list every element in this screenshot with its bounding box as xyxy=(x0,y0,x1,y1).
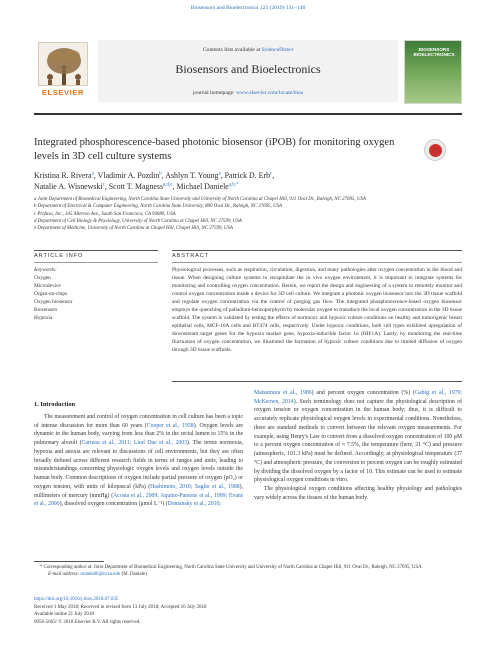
author-line-2 xyxy=(34,181,462,192)
email-label: E-mail address: xyxy=(48,572,81,578)
journal-homepage-link[interactable]: www.elsevier.com/locate/bios xyxy=(236,90,304,96)
article-title: Integrated phosphorescence-based photonic biosensor (iPOB) for monitoring oxygen levels in 3D cell culture systems xyxy=(34,137,395,162)
article-info-rule xyxy=(34,262,158,263)
body-paragraph xyxy=(254,389,462,485)
body-paragraph xyxy=(34,413,243,509)
body-text: ), dissolved oxygen concentration (μmol L⁻¹) ( xyxy=(59,501,168,508)
abstract-bottom-rule xyxy=(172,381,462,382)
doi-link[interactable]: https://doi.org/10.1016/j.bios.2018.07.035 xyxy=(34,597,119,602)
email-link[interactable]: mdaniel6@ncsu.edu xyxy=(80,572,121,578)
publisher-logo[interactable] xyxy=(34,40,92,104)
keyword-item: Oxygen biosensor xyxy=(34,298,73,305)
affiliation-item: b Department of Electrical & Computer Engineering, North Carolina State University, 890 Oval Dr., Raleigh, NC 27695, USA xyxy=(34,204,282,210)
email-suffix: (M. Daniele). xyxy=(120,572,149,578)
journal-cover-image[interactable] xyxy=(404,40,462,104)
publisher-name: ELSEVIER xyxy=(41,88,85,97)
affiliation-marker[interactable]: a xyxy=(91,171,94,177)
citation-link[interactable]: Gabig et al., 1979; McKeown, 2014 xyxy=(254,390,462,405)
keyword-item: Oxygen xyxy=(34,274,51,281)
author-name[interactable]: , Patrick D. Erb xyxy=(220,171,271,180)
journal-info-box xyxy=(98,40,398,102)
citation-link[interactable]: Matsumura et al., 1986 xyxy=(254,390,312,396)
affiliation-marker[interactable]: a,d,e xyxy=(163,182,173,188)
homepage-prefix: journal homepage: xyxy=(192,90,237,96)
affiliation-item: d Department of Cell Biology & Physiology, University of North Carolina at Chapel Hill, NC 27599, USA xyxy=(34,219,242,225)
keyword-item: Biosensors xyxy=(34,306,58,313)
citation-link[interactable]: Carreau et al., 2011; Lind Due et al., 2003 xyxy=(81,440,188,447)
available-online: Available online 21 July 2018 xyxy=(34,612,94,617)
author-name[interactable]: , Michael Daniele xyxy=(172,182,229,192)
author-line-1 xyxy=(34,170,462,181)
affiliations xyxy=(34,196,462,233)
abstract-top-rule xyxy=(172,250,462,251)
email-note xyxy=(34,571,462,578)
citation-link[interactable]: Cooper et al., 1958 xyxy=(146,422,194,429)
received-dates: Received 1 May 2018; Received in revised form 13 July 2018; Accepted 16 July 2018 xyxy=(34,604,207,610)
body-paragraph: The physiological oxygen conditions affecting healthy physiology and pathologies vary widely across the tissues of the human body. xyxy=(254,486,462,501)
author-separator: , xyxy=(272,171,275,180)
tree-emblem-icon xyxy=(38,42,88,86)
body-column-right xyxy=(254,389,462,503)
author-name[interactable]: Natalie A. Wisnewski xyxy=(34,182,103,192)
affiliation-marker[interactable]: c xyxy=(270,171,273,177)
running-head[interactable]: Biosensors and Bioelectronics 123 (2019) 131–140 xyxy=(190,5,306,11)
body-text: The measurement and control of oxygen concentration in cell culture has been a topic of intense discussion for more than 60 years ( xyxy=(34,414,243,429)
keyword-item: Organ-on-chips xyxy=(34,290,68,297)
body-column-left xyxy=(34,413,243,509)
corresponding-author-note: * Corresponding author at: Joint Department of Biomedical Engineering, North Carolina State University and University of North Carolina at Chapel Hill, 911 Oval Dr., Raleigh, NC 27695, USA. xyxy=(40,565,423,570)
affiliation-item: a Joint Department of Biomedical Engineering, North Carolina State University and University of North Carolina at Chapel Hill, 911 Oval Dr., Raleigh, NC 27695, USA xyxy=(34,197,366,202)
abstract-rule xyxy=(172,262,462,263)
body-text: ). The terms normoxia, hypoxia and anoxia are relevant to discussions of cell environments, but they are often broadly defined across different research fields in terms of ranges and units, leading to misunderstandings concerning physiologic oxygen levels and oxygen levels outside the human body. Common descriptions of oxygen include partial pressure of oxygen (pO₂) or oxygen tension, with units of kilopascal (kPa) ( xyxy=(34,440,243,490)
author-name[interactable]: Kristina R. Rivera xyxy=(34,171,92,180)
affiliation-item: e Department of Medicine, University of North Carolina at Chapel Hill, Chapel Hill, NC 27599, USA xyxy=(34,226,233,232)
author-name[interactable]: , Vladimir A. Pozdin xyxy=(93,171,160,180)
body-text: ). Such terminology does not capture the physiological description of oxygen tension or oxygen concentration in the human body; thus, it is difficult to accurately replicate physiological oxygen levels in experimental conditions. Nonetheless, there are standard methods to convert between the relevant oxygen measurements. For example, using Henry's Law to convert from a dissolved oxygen concentration of 100 μM to a percent oxygen concentration of ≈ 7.5%, the temperature (here, 21 °C) and pressure (atmospheric, 101.3 kPa) must be defined. Accordingly, at physiological temperature (37 °C) and atmospheric pressure, the conversion to percent oxygen can be roughly estimated by dividing the dissolved oxygen by a factor of 10. This estimate can be used to estimate physiological oxygen conditions in vitro. xyxy=(254,398,462,484)
abstract-text: Physiological processes, such as respiration, circulation, digestion, and many pathologies alter oxygen concentration in the blood and tissue. When designing culture systems to recapitulate the in vivo oxygen environment, it is important to integrate systems for monitoring and controlling oxygen concentration. Herein, we report the design and engineering of a system to remotely monitor and control oxygen concentration inside a device for 3D cell culture. We integrate a photonic oxygen biosensor into the 3D tissue scaffold and regulate oxygen concentration via the control of purging gas flow. The integrated phosphorescence-based oxygen biosensor employs the quenching of palladium-benzoporphyrin by molecular oxygen to transduce the local oxygen concentration in the 3D tissue scaffold. The system is validated by testing the effects of normoxic and hypoxic culture conditions on healthy and tumorigenic breast epithelial cells, MCF-10A cells and BT474 cells, respectively. Under hypoxic conditions, both cell types exhibited upregulation of downstream target genes for the hypoxia marker gene, hypoxia-inducible factor 1α (HIF1A). Lastly, by monitoring the real-time fluctuation of oxygen concentration, we illustrated the formation of hypoxic culture conditions due to limited diffusion of oxygen through 3D tissue scaffolds. xyxy=(172,267,462,354)
affiliation-marker[interactable]: a xyxy=(218,171,221,177)
sciencedirect-link[interactable]: ScienceDirect xyxy=(261,47,294,53)
keywords-block xyxy=(34,267,134,323)
affiliation-marker[interactable]: c xyxy=(102,182,105,188)
masthead-divider xyxy=(34,113,462,115)
body-text: ). Oxygen levels are dynamic in the human body, varying from less than 2% in the rectal lumen to 15% in the pulmonary alveoli ( xyxy=(34,422,243,447)
affiliation-item: c Profusa, Inc., 345 Allerton Ave., South San Francisco, CA 94080, USA xyxy=(34,211,176,217)
affiliation-marker[interactable]: a,b,* xyxy=(228,182,239,188)
article-info-top-rule xyxy=(34,250,158,251)
citation-link[interactable]: Domansky et al., 2010; xyxy=(167,501,222,508)
contents-prefix: Contents lists available at xyxy=(202,47,262,53)
author-list xyxy=(34,170,462,193)
affiliation-marker[interactable]: b xyxy=(159,171,162,177)
contents-line xyxy=(98,47,398,53)
keyword-item: Microdevice xyxy=(34,282,61,289)
journal-masthead xyxy=(34,40,462,110)
footnote-divider xyxy=(34,561,104,562)
issn-copyright: 0956-5663/ © 2018 Elsevier B.V. All rights reserved. xyxy=(34,619,141,625)
crossmark-badge-icon xyxy=(429,144,442,157)
cover-title: BIOSENSORS BIOELECTRONICS xyxy=(413,47,455,58)
citation-link[interactable]: Hashimoto, 2010; Saglio et al., 1988 xyxy=(150,483,240,490)
article-metadata xyxy=(34,596,462,626)
journal-title: Biosensors and Bioelectronics xyxy=(175,62,321,76)
body-text: ), millimeters of mercury (mmHg) ( xyxy=(34,483,244,499)
crossmark-icon[interactable] xyxy=(424,139,446,161)
article-info-heading: ARTICLE INFO xyxy=(34,253,84,259)
keywords-label: Keywords: xyxy=(34,267,57,273)
abstract-heading: ABSTRACT xyxy=(172,253,210,259)
author-name[interactable]: , Ashlyn T. Young xyxy=(161,171,219,180)
citation-link[interactable]: Acosta et al., 2009; Aquino-Parsons et al., 1999; Evans et al., 2000 xyxy=(34,492,243,508)
homepage-line xyxy=(98,90,398,96)
body-text: ) and percent oxygen concentration (%) ( xyxy=(311,390,415,396)
author-name[interactable]: , Scott T. Magness xyxy=(104,182,164,192)
keyword-item: Hypoxia xyxy=(34,314,53,321)
footnotes xyxy=(34,564,462,579)
introduction-heading: 1. Introduction xyxy=(34,401,76,408)
